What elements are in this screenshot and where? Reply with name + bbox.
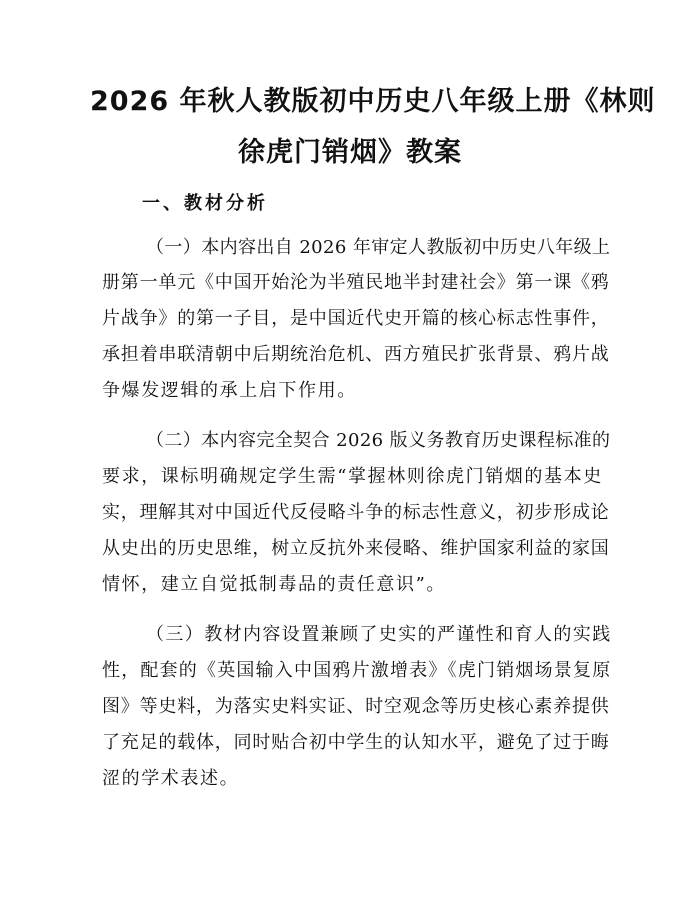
paragraph-3-line-2: 性，配套的《英国输入中国鸦片激增表》《虎门销烟场景复原 — [102, 660, 612, 681]
document-title-line-2: 徐虎门销烟》教案 — [238, 137, 462, 168]
paragraph-1-line-2: 册第一单元《中国开始沦为半殖民地半封建社会》第一课《鸦 — [102, 272, 610, 293]
paragraph-1-line-4: 承担着串联清朝中后期统治危机、西方殖民扩张背景、鸦片战 — [102, 344, 610, 365]
paragraph-2-line-3: 实，理解其对中国近代反侵略斗争的标志性意义，初步形成论 — [102, 502, 610, 523]
paragraph-3-line-3: 图》等史料，为落实史料实证、时空观念等历史核心素养提供 — [102, 696, 610, 717]
paragraph-2-line-5: 情怀，建立自觉抵制毒品的责任意识”。 — [102, 574, 447, 595]
paragraph-2-line-2: 要求，课标明确规定学生需“掌握林则徐虎门销烟的基本史 — [102, 466, 603, 487]
section-heading: 一、教材分析 — [142, 193, 268, 214]
paragraph-3-line-4: 了充足的载体，同时贴合初中学生的认知水平，避免了过于晦 — [102, 732, 610, 753]
paragraph-2-line-1: （二）本内容完全契合 2026 版义务教育历史课程标准的 — [146, 430, 611, 451]
paragraph-1-line-1: （一）本内容出自 2026 年审定人教版初中历史八年级上 — [146, 237, 611, 258]
paragraph-3-line-5: 涩的学术表述。 — [102, 768, 240, 789]
document-title-line-1: 2026 年秋人教版初中历史八年级上册《林则 — [90, 86, 656, 117]
paragraph-1-line-3: 片战争》的第一子目，是中国近代史开篇的核心标志性事件， — [102, 308, 610, 329]
paragraph-3-line-1: （三）教材内容设置兼顾了史实的严谨性和育人的实践 — [146, 624, 612, 645]
paragraph-2-line-4: 从史出的历史思维，树立反抗外来侵略、维护国家利益的家国 — [102, 538, 610, 559]
paragraph-1-line-5: 争爆发逻辑的承上启下作用。 — [102, 380, 357, 401]
